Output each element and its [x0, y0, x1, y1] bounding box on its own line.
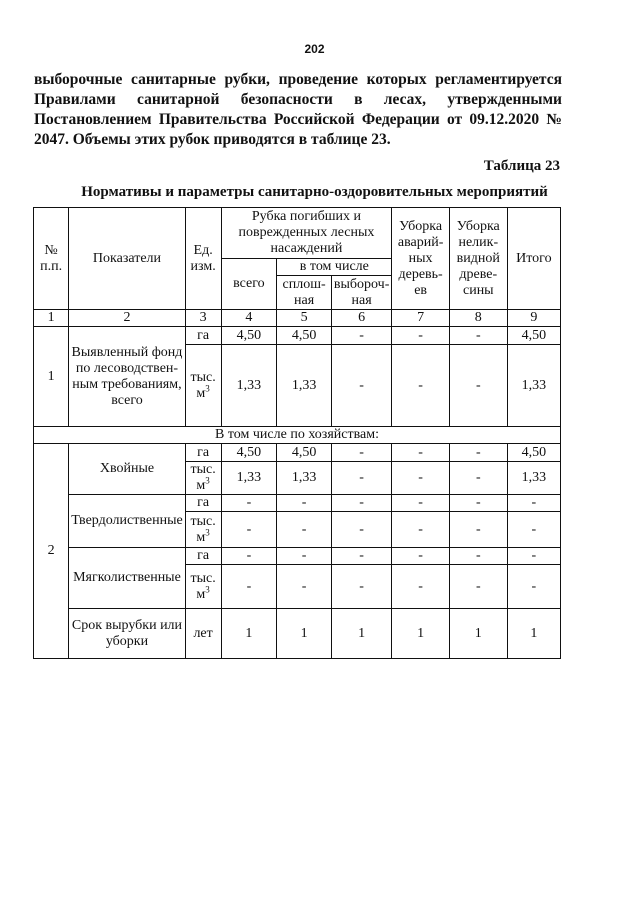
col-number: 4 [221, 310, 277, 327]
value-cell: - [449, 495, 507, 512]
value-cell: 4,50 [221, 327, 277, 345]
header-total-sub: всего [221, 259, 277, 310]
table-row [34, 327, 561, 345]
row-indicator: Выявленный фонд по лесоводствен-ным требованиям, всего [69, 327, 186, 427]
value-cell: - [449, 345, 507, 427]
value-cell: - [331, 444, 391, 462]
value-cell: 1 [449, 609, 507, 659]
col-number: 8 [449, 310, 507, 327]
value-cell: - [331, 345, 391, 427]
header-row-1 [34, 208, 561, 259]
value-cell: - [392, 327, 449, 345]
unit-cell: тыс. $м^3$ [185, 462, 221, 495]
value-cell: - [331, 512, 391, 548]
value-cell: - [449, 462, 507, 495]
value-cell: - [507, 548, 560, 565]
unit-cell: тыс. $м^3$ [185, 512, 221, 548]
value-cell: - [331, 495, 391, 512]
col-number: 6 [331, 310, 391, 327]
value-cell: 1,33 [221, 462, 277, 495]
header-selective: выбороч-ная [331, 276, 391, 310]
header-clear: сплош-ная [277, 276, 332, 310]
value-cell: 4,50 [507, 327, 560, 345]
section-row [34, 427, 561, 444]
norms-table [33, 207, 561, 659]
value-cell: 1 [392, 609, 449, 659]
value-cell: 4,50 [277, 327, 332, 345]
col-number: 7 [392, 310, 449, 327]
value-cell: 1,33 [277, 462, 332, 495]
value-cell: - [449, 327, 507, 345]
row-indicator: Мягколиственные [69, 548, 186, 609]
value-cell: - [277, 495, 332, 512]
unit-cell: лет [185, 609, 221, 659]
col-number: 1 [34, 310, 69, 327]
value-cell: - [449, 512, 507, 548]
value-cell: 1 [507, 609, 560, 659]
row-indicator: Срок вырубки или уборки [69, 609, 186, 659]
value-cell: - [331, 548, 391, 565]
value-cell: - [392, 548, 449, 565]
intro-paragraph: выборочные санитарные рубки, проведение которых регламентируется Правилами санитарной безопасности в лесах, утвержденными Постановлением Правительства Российской Федерации от 09.12.2020 № 2047. Объемы этих рубок приводятся в таблице 23. [34, 71, 562, 148]
table-row [34, 548, 561, 565]
value-cell: - [221, 548, 277, 565]
value-cell: 4,50 [507, 444, 560, 462]
value-cell: - [449, 444, 507, 462]
value-cell: - [221, 495, 277, 512]
table-row [34, 609, 561, 659]
value-cell: - [392, 495, 449, 512]
unit-cell: тыс. $м^3$ [185, 565, 221, 609]
value-cell: 1 [221, 609, 277, 659]
value-cell: - [221, 512, 277, 548]
table-caption: Нормативы и параметры санитарно-оздоровительных мероприятий [81, 184, 548, 200]
table-row [34, 444, 561, 462]
value-cell: - [449, 548, 507, 565]
header-unit: Ед. изм. [185, 208, 221, 310]
value-cell: - [277, 512, 332, 548]
value-cell: - [507, 565, 560, 609]
header-indicator: Показатели [69, 208, 186, 310]
value-cell: - [277, 565, 332, 609]
value-cell: - [331, 462, 391, 495]
value-cell: 1,33 [507, 345, 560, 427]
row-indicator: Твердолиственные [69, 495, 186, 548]
value-cell: - [507, 495, 560, 512]
col-number: 5 [277, 310, 332, 327]
header-including: в том числе [277, 259, 392, 276]
value-cell: 4,50 [277, 444, 332, 462]
header-felling: Рубка погибших и поврежденных лесных насаждений [221, 208, 392, 259]
value-cell: 1,33 [507, 462, 560, 495]
row-indicator: Хвойные [69, 444, 186, 495]
column-numbers-row [34, 310, 561, 327]
unit-cell: га [185, 495, 221, 512]
value-cell: - [392, 345, 449, 427]
header-num: № п.п. [34, 208, 69, 310]
value-cell: 4,50 [221, 444, 277, 462]
value-cell: - [507, 512, 560, 548]
header-emergency: Уборка аварий-ных деревь-ев [392, 208, 449, 310]
value-cell: - [392, 512, 449, 548]
value-cell: - [392, 565, 449, 609]
value-cell: - [277, 548, 332, 565]
unit-cell: га [185, 327, 221, 345]
value-cell: 1,33 [277, 345, 332, 427]
value-cell: - [392, 444, 449, 462]
value-cell: - [449, 565, 507, 609]
value-cell: 1,33 [221, 345, 277, 427]
value-cell: - [221, 565, 277, 609]
col-number: 9 [507, 310, 560, 327]
table-label: Таблица 23 [483, 158, 560, 174]
value-cell: - [331, 565, 391, 609]
header-illiquid: Уборка нелик-видной древе-сины [449, 208, 507, 310]
col-number: 3 [185, 310, 221, 327]
page-number: 202 [304, 42, 325, 56]
section-title: В том числе по хозяйствам: [34, 427, 561, 444]
value-cell: 1 [277, 609, 332, 659]
table-row [34, 495, 561, 512]
unit-cell: тыс. $м^3$ [185, 345, 221, 427]
header-total: Итого [507, 208, 560, 310]
col-number: 2 [69, 310, 186, 327]
value-cell: - [392, 462, 449, 495]
row-num: 2 [34, 444, 69, 659]
unit-cell: га [185, 548, 221, 565]
value-cell: - [331, 327, 391, 345]
row-num: 1 [34, 327, 69, 427]
value-cell: 1 [331, 609, 391, 659]
unit-cell: га [185, 444, 221, 462]
